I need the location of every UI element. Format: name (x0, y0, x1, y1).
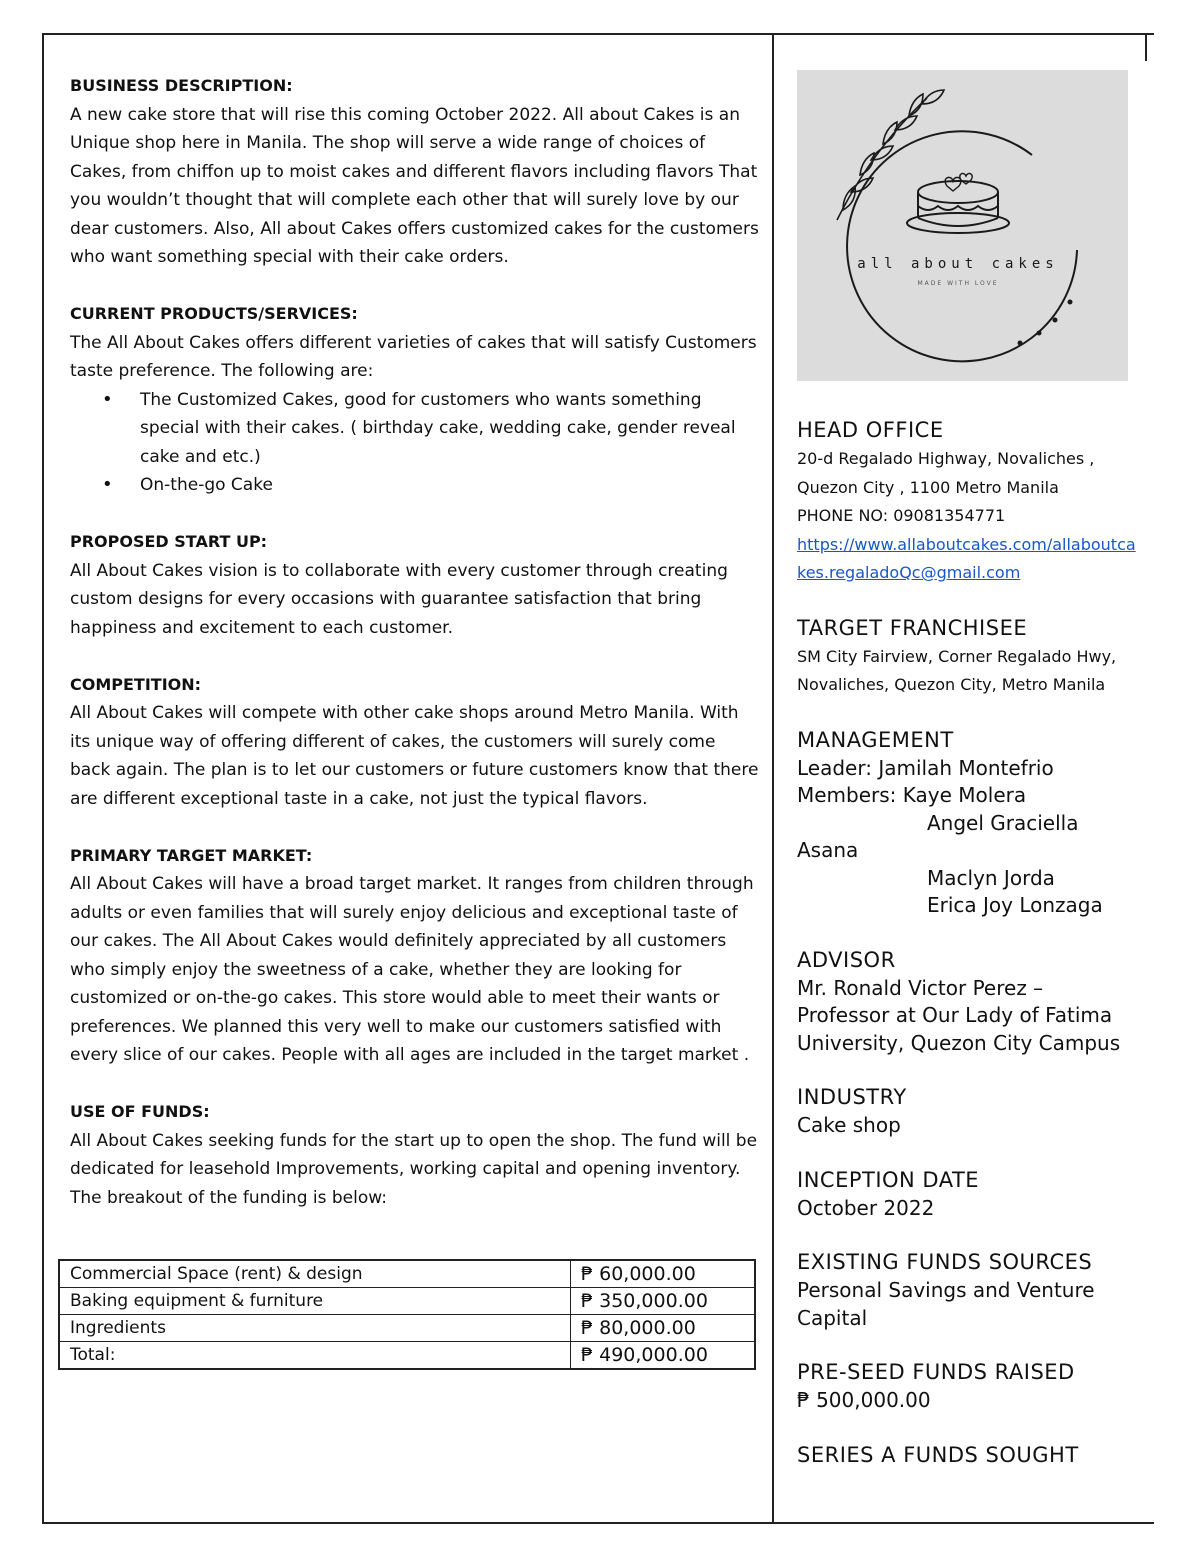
table-cell-amount: ₱ 490,000.00 (571, 1342, 756, 1370)
industry-text: Cake shop (797, 1113, 901, 1137)
head-office-heading: HEAD OFFICE (797, 418, 944, 442)
frame-divider-line (772, 33, 774, 1523)
table-row (59, 1288, 755, 1315)
industry-heading: INDUSTRY (797, 1085, 907, 1109)
current-products-text: The All About Cakes offers different varieties of cakes that will satisfy Customers taste preference. The following are: (70, 332, 757, 381)
competition-text: All About Cakes will compete with other cake shops around Metro Manila. With its unique way of offering different of cakes, the customers will surely come back again. The plan is to let our customers or future customers know that there are different exceptional taste in a cake, not just the typical flavors. (70, 703, 759, 809)
pre-seed-amount: ₱ 500,000.00 (797, 1388, 931, 1412)
business-description-heading: BUSINESS DESCRIPTION: (70, 76, 293, 95)
management-member: Angel Graciella (927, 810, 1079, 835)
target-franchisee-text: SM City Fairview, Corner Regalado Hwy, Novaliches, Quezon City, Metro Manila (797, 646, 1117, 694)
primary-target-market-section (70, 842, 760, 1070)
logo-dot (1037, 331, 1042, 336)
logo-dot (1053, 318, 1058, 323)
table-cell-item: Baking equipment & furniture (59, 1288, 571, 1315)
existing-funds-text: Personal Savings and Venture Capital (797, 1278, 1095, 1330)
existing-funds-heading: EXISTING FUNDS SOURCES (797, 1250, 1093, 1274)
series-a-heading: SERIES A FUNDS SOUGHT (797, 1442, 1079, 1467)
frame-right-line (1145, 33, 1147, 61)
competition-heading: COMPETITION: (70, 674, 202, 694)
use-of-funds-text: All About Cakes seeking funds for the start up to open the shop. The fund will be dedicated for leasehold Improvements, working capital and opening inventory. The breakout of the funding is below: (70, 1130, 758, 1208)
pre-seed-heading: PRE-SEED FUNDS RAISED (797, 1360, 1075, 1384)
table-cell-amount: ₱ 80,000.00 (571, 1315, 756, 1342)
business-description-text: A new cake store that will rise this coming October 2022. All about Cakes is an Unique shop here in Manila. The shop will serve a wide range of choices of Cakes, from chiffon up to moist cakes and different flavors including flavors That you wouldn’t thought that will complete each other that will surely love by our dear customers. Also, All about Cakes offers customized cakes for the customers who want something special with their cake orders. (70, 104, 759, 267)
proposed-start-up-section (70, 528, 760, 642)
inception-date-text: October 2022 (797, 1195, 935, 1220)
logo-brand-text: all about cakes (857, 256, 1059, 272)
company-logo (797, 70, 1128, 381)
use-of-funds-heading: USE OF FUNDS: (70, 1102, 210, 1121)
use-of-funds-section (70, 1098, 760, 1212)
table-cell-item: Ingredients (59, 1315, 571, 1342)
head-office-address-line2: Quezon City , 1100 Metro Manila (797, 477, 1059, 497)
management-member: Maclyn Jorda (927, 865, 1055, 890)
frame-bottom-line (42, 1522, 1154, 1524)
frame-top-line (42, 33, 1154, 35)
logo-circle (847, 131, 1077, 361)
advisor-text: Mr. Ronald Victor Perez – Professor at Our Lady of Fatima University, Quezon City Campus (797, 975, 1121, 1055)
proposed-start-up-heading: PROPOSED START UP: (70, 532, 268, 551)
management-leader: Leader: Jamilah Montefrio (797, 755, 1054, 780)
management-heading: MANAGEMENT (797, 727, 954, 752)
funds-table (58, 1259, 756, 1370)
table-cell-item: Commercial Space (rent) & design (59, 1260, 571, 1288)
logo-dot (1018, 341, 1023, 346)
cake-icon (907, 173, 1009, 233)
logo-graphic (797, 70, 1128, 381)
table-cell-amount: ₱ 60,000.00 (571, 1260, 756, 1288)
table-row (59, 1260, 755, 1288)
list-item: • The Customized Cakes, good for customers who wants something special with their cakes. ( birthday cake, wedding cake, gender reveal cake and etc.) (140, 386, 760, 472)
main-column (70, 72, 760, 1212)
management-members: Members: Kaye Molera (797, 783, 1027, 807)
list-item: • On-the-go Cake (140, 471, 760, 500)
business-description-section (70, 72, 760, 272)
sidebar-column (797, 416, 1137, 1470)
table-cell-amount: ₱ 350,000.00 (571, 1288, 756, 1315)
primary-target-market-heading: PRIMARY TARGET MARKET: (70, 845, 313, 865)
proposed-start-up-text: All About Cakes vision is to collaborate with every customer through creating custom designs for every occasions with guarantee satisfaction that bring happiness and excitement to each customer. (70, 560, 728, 638)
table-row (59, 1315, 755, 1342)
management-member-continued: Asana (797, 838, 859, 862)
competition-section (70, 671, 760, 814)
target-franchisee-heading: TARGET FRANCHISEE (797, 615, 1028, 640)
current-products-section (70, 300, 760, 500)
table-cell-item: Total: (59, 1342, 571, 1370)
website-link[interactable]: https://www.allaboutcakes.com/allaboutcakes.regaladoQc@gmail.com (797, 534, 1136, 582)
logo-dot (1068, 300, 1073, 305)
table-row (59, 1342, 755, 1370)
head-office-address-line1: 20-d Regalado Highway, Novaliches , (797, 449, 1095, 468)
primary-target-market-text: All About Cakes will have a broad target market. It ranges from children through adults or even families that will surely enjoy delicious and exceptional taste of our cakes. The All About Cakes would definitely appreciated by all customers who simply enjoy the sweetness of a cake, whether they are looking for customized or on-the-go cakes. This store would able to meet their wants or preferences. We planned this very well to make our customers satisfied with every slice of our cakes. People with all ages are included in the target market . (70, 874, 754, 1065)
frame-left-line (42, 33, 44, 1523)
inception-date-heading: INCEPTION DATE (797, 1167, 980, 1192)
management-member: Erica Joy Lonzaga (927, 893, 1103, 917)
head-office-phone: PHONE NO: 09081354771 (797, 506, 1006, 525)
advisor-heading: ADVISOR (797, 947, 896, 972)
products-list (70, 386, 760, 500)
logo-tagline: MADE WITH LOVE (917, 280, 999, 287)
current-products-heading: CURRENT PRODUCTS/SERVICES: (70, 304, 358, 323)
